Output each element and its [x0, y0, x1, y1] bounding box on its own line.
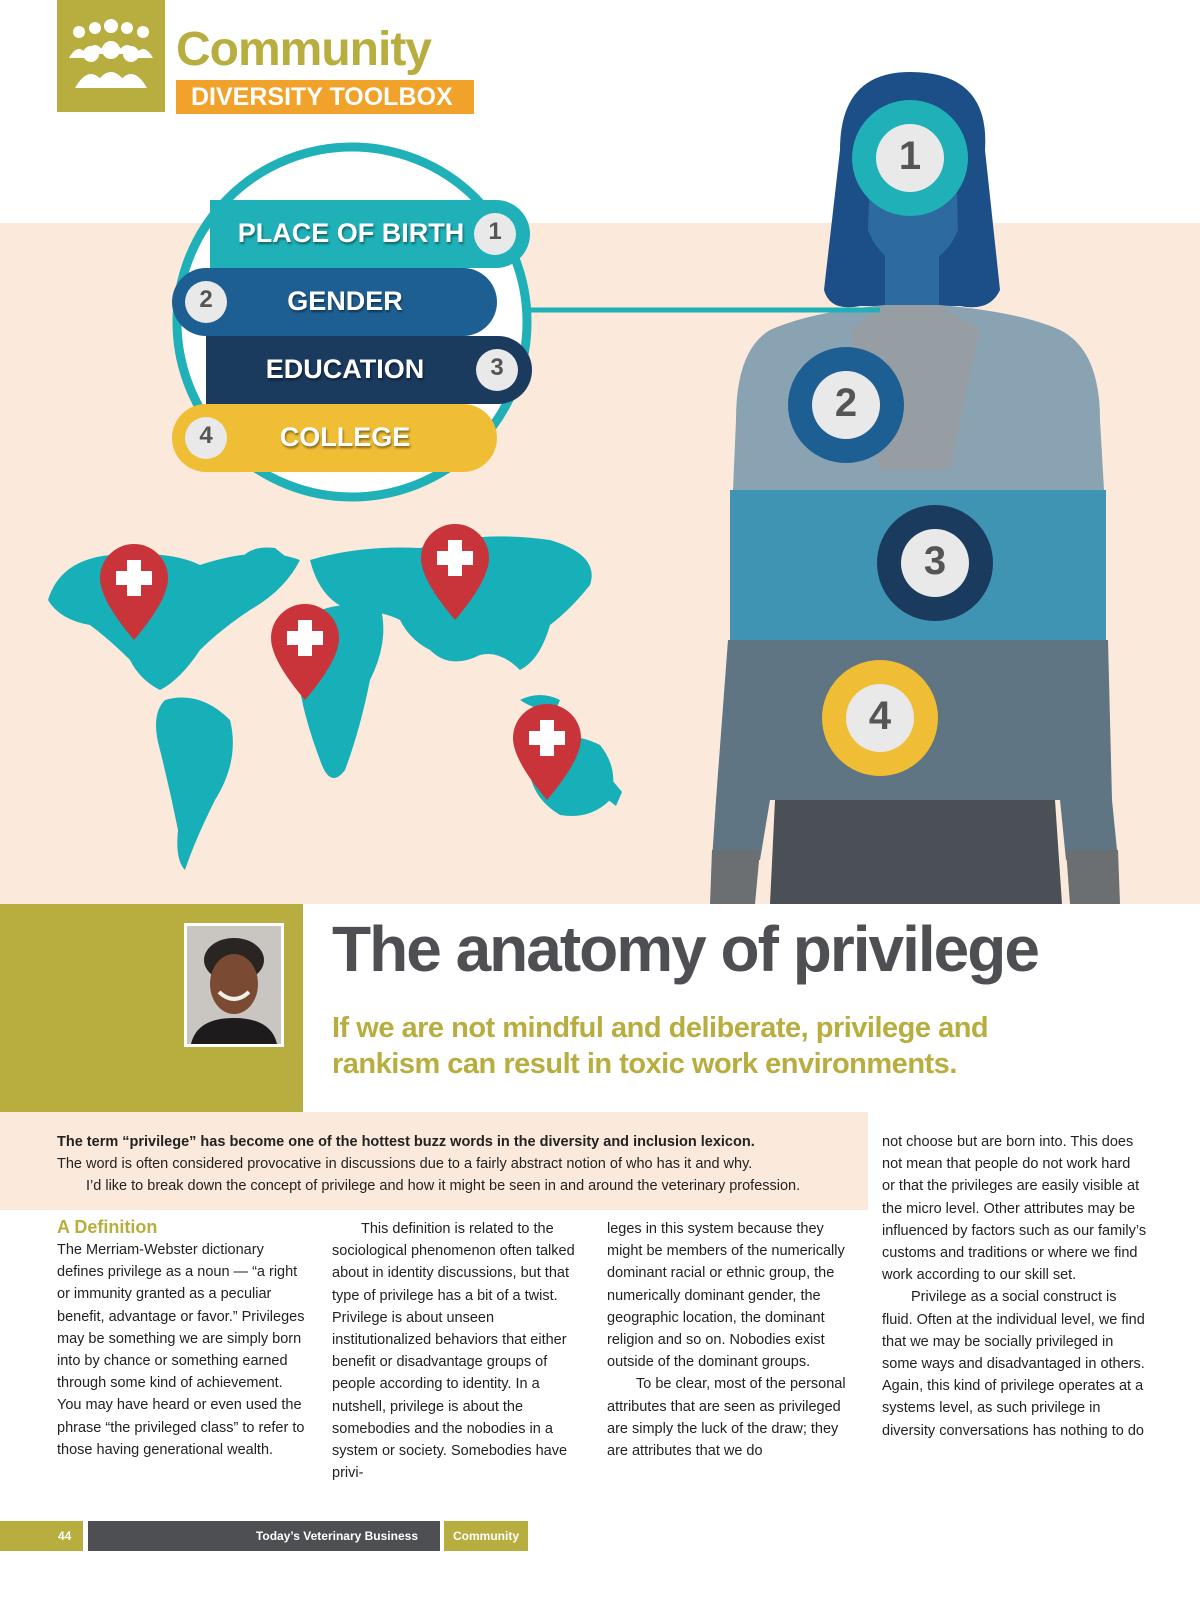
author-credentials: MPA, EdD [1104, 1082, 1178, 1099]
label-place-of-birth: PLACE OF BIRTH [237, 218, 465, 248]
intro-paragraph-2: I’d like to break down the concept of privilege and how it might be seen in and around the veterinary profession. [86, 1178, 801, 1194]
figure-marker-2: 2 [834, 381, 858, 425]
intro-text [57, 1131, 857, 1197]
byline [1021, 1058, 1178, 1102]
figure-marker-4: 4 [868, 694, 892, 738]
page-number: 44 [0, 1521, 83, 1551]
column-2-text: This definition is related to the sociological phenomenon often talked about in identity discussions, but that type of privilege has a bit of a twist. Privilege is about unseen institutionalized behaviors that either benefit or disadvantage groups of people according to identity. In a nutshell, privilege is about the somebodies and the nobodies in a system or society. Somebodies have privi- [332, 1221, 575, 1482]
label-education: EDUCATION [265, 354, 425, 384]
woman-figure [710, 72, 1120, 904]
column-4-paragraph-1: not choose but are born into. This does not mean that people do not work hard or that the privileges are easily visible at the micro level. Other attributes may be influenced by factors such as our family’s customs and traditions or where we find work according to our skill set. [882, 1134, 1147, 1284]
section-subtitle: DIVERSITY TOOLBOX [176, 80, 474, 114]
intro-paragraph-1: The word is often considered provocative in discussions due to a fairly abstract notion of who has it and why. [57, 1156, 753, 1172]
column-3-paragraph-1: leges in this system because they might be members of the numerically dominant racial or ethnic group, the numerically dominant gender, the geographic location, the dominant religion and so on. Nobodies exist outside of the dominant groups. [607, 1221, 845, 1371]
label-number-2: 2 [199, 286, 213, 313]
figure-marker-3: 3 [923, 539, 947, 583]
label-number-4: 4 [199, 422, 213, 449]
label-number-3: 3 [490, 354, 504, 381]
author-photo [184, 923, 284, 1047]
label-number-1: 1 [488, 218, 502, 245]
section-heading: A Definition [57, 1217, 158, 1237]
footer-section: Community [444, 1521, 528, 1551]
column-4 [882, 1131, 1147, 1442]
label-gender: GENDER [287, 286, 403, 316]
article-subtitle: If we are not mindful and deliberate, privilege and rankism can result in toxic work environments. [332, 1012, 989, 1080]
label-college: COLLEGE [279, 422, 411, 452]
column-1 [57, 1216, 309, 1461]
publication-name: Today’s Veterinary Business [88, 1521, 440, 1551]
figure-marker-1: 1 [898, 134, 922, 178]
intro-lead: The term “privilege” has become one of the hottest buzz words in the diversity and inclusion lexicon. [57, 1134, 755, 1150]
column-4-paragraph-2: Privilege as a social construct is fluid. Often at the individual level, we find that we may be socially privileged in some ways and disadvantaged in others. Again, this kind of privilege operates at a systems level, as such privilege in diversity conversations has nothing to do [882, 1289, 1145, 1439]
column-3 [607, 1218, 863, 1462]
article-title: The anatomy of privilege [332, 913, 1038, 985]
author-name: By Lisa M. Greenhill, [1020, 1060, 1178, 1077]
section-title: Community [176, 23, 431, 76]
column-3-paragraph-2: To be clear, most of the personal attributes that are seen as privileged are simply the luck of the draw; they are attributes that we do [607, 1376, 846, 1460]
column-2 [332, 1218, 586, 1484]
column-1-text: The Merriam-Webster dictionary defines privilege as a noun — “a right or immunity granted as a peculiar benefit, advantage or favor.” Privileges may be something we are simply born into by chance or something earned through some kind of achievement. You may have heard or even used the phrase “the privileged class” to refer to those having generational wealth. [57, 1242, 305, 1458]
